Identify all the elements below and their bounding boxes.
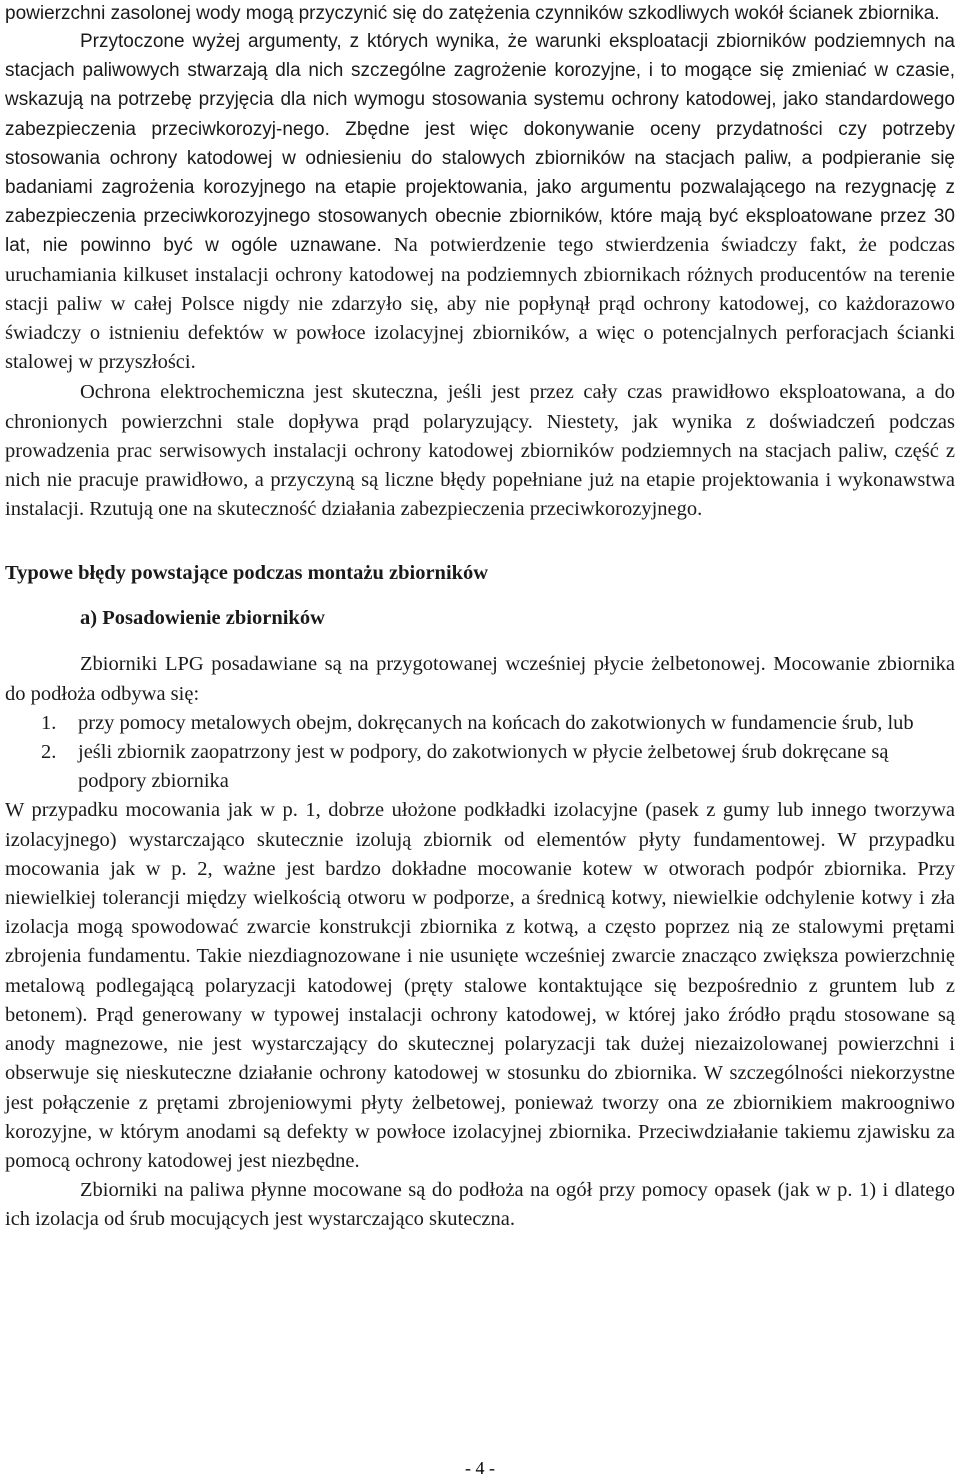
paragraph-liquid-fuel-tanks	[5, 1176, 955, 1234]
list-item-text: przy pomocy metalowych obejm, dokręcanych na końcach do zakotwionych w fundamencie śrub, lub	[78, 711, 914, 734]
paragraph-lpg-tanks	[5, 650, 955, 708]
list-item-text: jeśli zbiornik zaopatrzony jest w podpory, do zakotwionych w płycie żelbetowej śrub dokręcane są podpory zbiornika	[78, 741, 889, 793]
list-item-number: 2.	[41, 741, 57, 764]
section-heading: Typowe błędy powstające podczas montażu zbiorników	[5, 562, 489, 585]
paragraph-cathodic-protection-need	[5, 27, 955, 377]
list-item-number: 1.	[41, 711, 57, 734]
paragraph-2-text: Ochrona elektrochemiczna jest skuteczna, jeśli jest przez cały czas prawidłowo eksploatowana, a do chronionych powierzchni stale dopływa prąd polaryzujący. Niestety, jak wynika z doświadczeń podczas prowadzenia prac serwisowych instalacji ochrony katodowej zbiorników podziemnych na stacjach paliw, część z nich nie pracuje prawidłowo, a przyczyną są liczne błędy popełniane już na etapie projektowania i wykonawstwa instalacji. Rzutują one na skuteczność działania zabezpieczenia przeciwkorozyjnego.	[5, 381, 955, 521]
intro-text: powierzchni zasolonej wody mogą przyczynić się do zatężenia czynników szkodliwych wokół ścianek zbiornika.	[5, 3, 940, 24]
paragraph-3-text: Zbiorniki LPG posadawiane są na przygotowanej wcześniej płycie żelbetonowej. Mocowanie zbiornika do podłoża odbywa się:	[5, 653, 955, 705]
intro-paragraph	[5, 0, 955, 28]
paragraph-electrochemical-protection	[5, 378, 955, 524]
paragraph-5-text: Zbiorniki na paliwa płynne mocowane są do podłoża na ogół przy pomocy opasek (jak w p. 1) i dlatego ich izolacja od śrub mocujących jest wystarczająco skuteczna.	[5, 1179, 955, 1231]
list-item	[5, 709, 955, 738]
mounting-methods-list	[5, 709, 955, 797]
paragraph-4-text: W przypadku mocowania jak w p. 1, dobrze ułożone podkładki izolacyjne (pasek z gumy lub innego tworzywa izolacyjnego) wystarczająco skutecznie izolują zbiornik od elementów płyty fundamentowej. W przypadku mocowania jak w p. 2, ważne jest bardzo dokładne mocowanie kotew w otworach podpór zbiornika. Przy niewielkiej tolerancji między wielkością otworu w podporze, a średnicą kotwy, niewielkie odchylenie kotwy i zła izolacja mogą spowodować zwarcie konstrukcji zbiornika z kotwą, a często poprzez nią ze stalowymi prętami zbrojenia fundamentu. Takie niezdiagnozowane i nie usunięte wcześniej zwarcie znacząco zwiększa powierzchnię metalową podlegającą polaryzacji katodowej (pręty stalowe kontaktujące się bezpośrednio z gruntem lub z betonem). Prąd generowany w typowej instalacji ochrony katodowej, w której jako źródło prądu stosowane są anody magnezowe, nie jest wystarczający do skutecznej polaryzacji tak dużej niezaizolowanej powierzchni i obserwuje się nieskuteczne działanie ochrony katodowej w stosunku do zbiornika. W szczególności niekorzystne jest połączenie z prętami zbrojeniowymi płyty żelbetowej, ponieważ tworzy ona ze zbiornikiem makroogniwo korozyjne, w którym anodami są defekty w powłoce izolacyjnej zbiornika. Przeciwdziałanie takiemu zjawisku za pomocą ochrony katodowej jest niezbędne.	[5, 799, 955, 1172]
paragraph-1-sans-text: Przytoczone wyżej argumenty, z których wynika, że warunki eksploatacji zbiorników podziemnych na stacjach paliwowych stwarzają dla nich szczególne zagrożenie korozyjne, i to mogące się zmieniać w czasie, wskazują na potrzebę przyjęcia dla nich wymogu stosowania systemu ochrony katodowej, jako standardowego zabezpieczenia przeciwkorozyj-nego. Zbędne jest więc dokonywanie oceny przydatności czy potrzeby stosowania ochrony katodowej w odniesieniu do stalowych zbiorników na stacjach paliw, a podpieranie się badaniami zagrożenia korozyjnego na etapie projektowania, jako argumentu pozwalającego na rezygnację z zabezpieczenia przeciwkorozyjnego stosowanych obecnie zbiorników, które mają być eksploatowane przez 30 lat, nie powinno być w ogóle uznawane.	[5, 31, 955, 257]
paragraph-1-serif-text: Na potwierdzenie tego stwierdzenia świadczy fakt, że podczas uruchamiania kilkuset instalacji ochrony katodowej na podziemnych zbiornikach różnych producentów na terenie stacji paliw w całej Polsce nigdy nie zdarzyło się, aby nie popłynął prąd ochrony katodowej, co każdorazowo świadczy o istnieniu defektów w powłoce izolacyjnej zbiorników, a więc o potencjalnych perforacjach ścianki stalowej w przyszłości.	[5, 234, 955, 374]
subsection-heading: a) Posadowienie zbiorników	[80, 607, 325, 630]
paragraph-mounting-details	[5, 796, 955, 1176]
page-number: - 4 -	[465, 1458, 495, 1478]
list-item	[5, 738, 955, 796]
document-page	[5, 0, 955, 1235]
